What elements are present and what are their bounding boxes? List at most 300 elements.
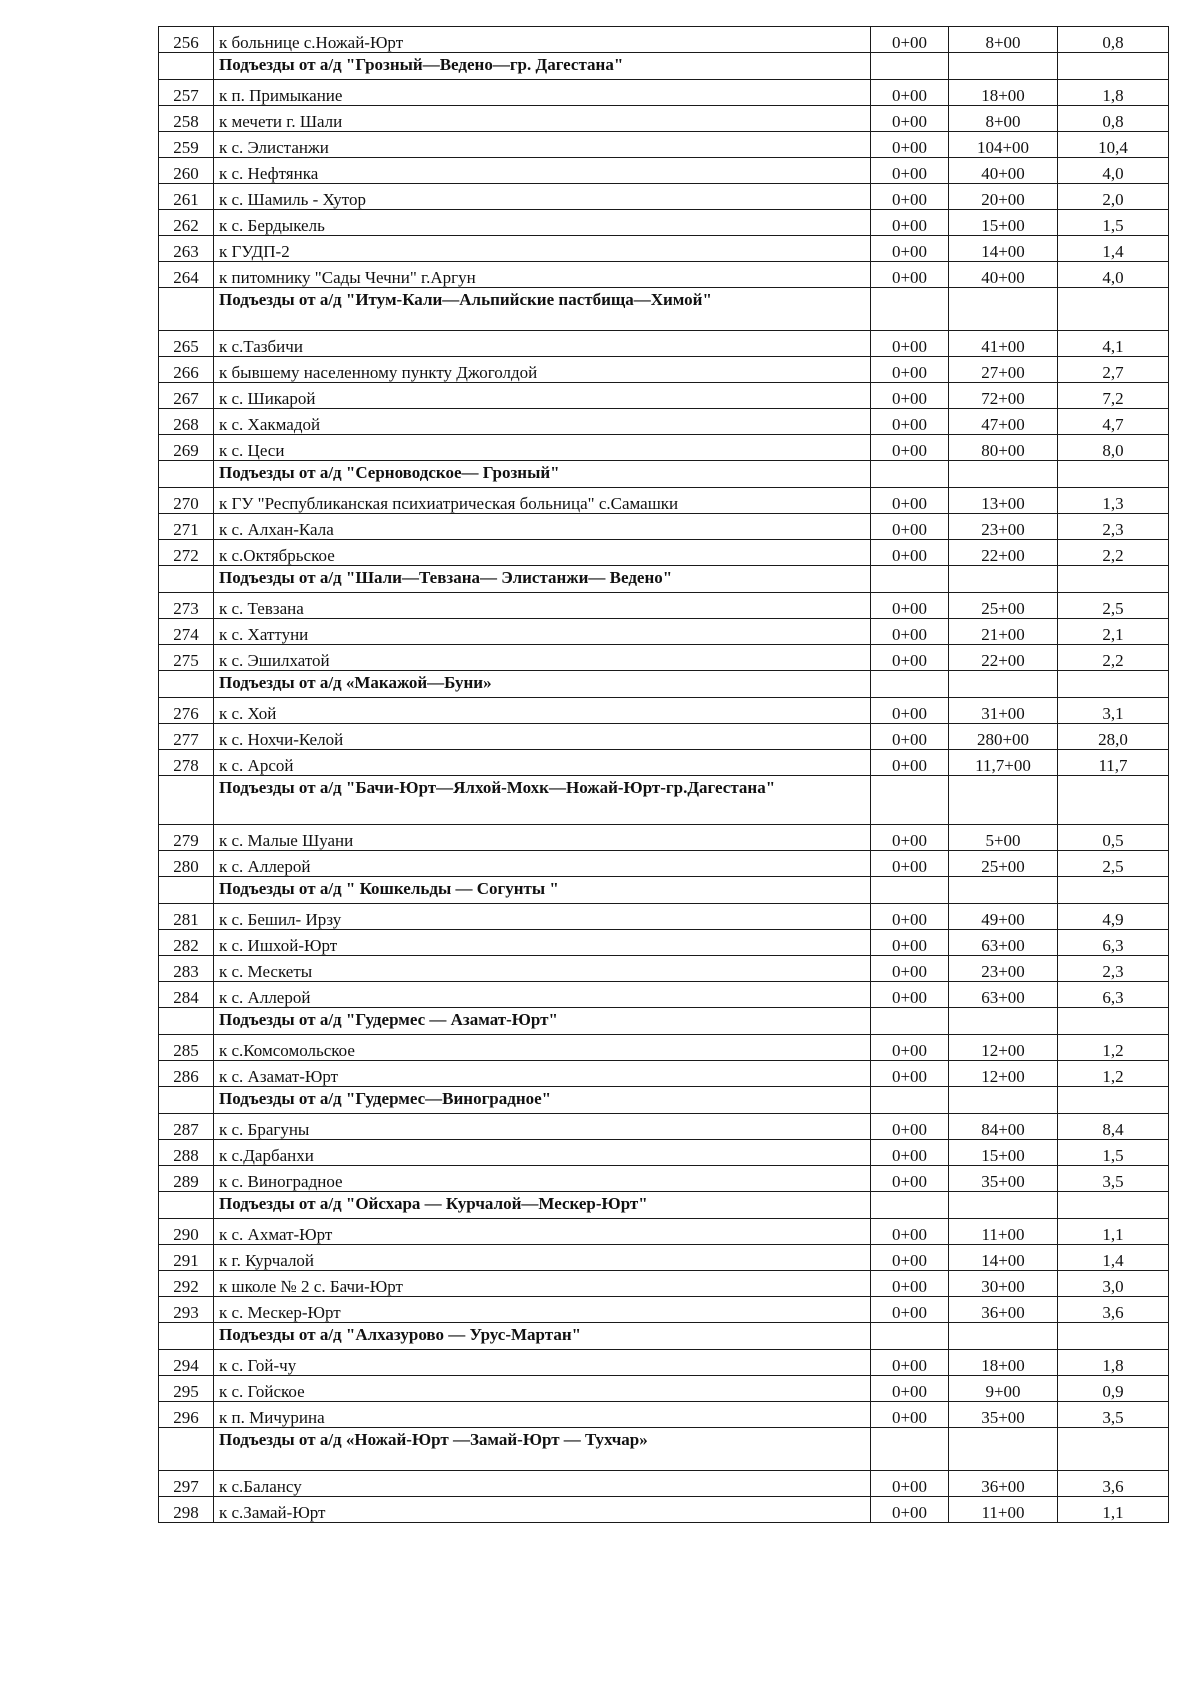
row-number: 266 (159, 357, 214, 383)
length-km: 2,3 (1058, 514, 1169, 540)
row-number: 259 (159, 132, 214, 158)
section-title: Подъезды от а/д "Итум-Кали—Альпийские пастбища—Химой" (214, 288, 871, 331)
end-picket: 15+00 (949, 1140, 1058, 1166)
length-km: 3,6 (1058, 1471, 1169, 1497)
start-picket: 0+00 (871, 262, 949, 288)
empty-cell (949, 776, 1058, 825)
empty-cell (159, 1323, 214, 1350)
row-number: 290 (159, 1219, 214, 1245)
road-name: к с. Арсой (214, 750, 871, 776)
length-km: 3,1 (1058, 698, 1169, 724)
row-number: 289 (159, 1166, 214, 1192)
row-number: 293 (159, 1297, 214, 1323)
length-km: 8,0 (1058, 435, 1169, 461)
table-row (159, 750, 1169, 776)
empty-cell (159, 1087, 214, 1114)
length-km: 1,1 (1058, 1497, 1169, 1523)
start-picket: 0+00 (871, 645, 949, 671)
section-header-row (159, 776, 1169, 825)
row-number: 271 (159, 514, 214, 540)
empty-cell (1058, 1192, 1169, 1219)
empty-cell (159, 566, 214, 593)
start-picket: 0+00 (871, 132, 949, 158)
table-row (159, 514, 1169, 540)
empty-cell (871, 1428, 949, 1471)
length-km: 10,4 (1058, 132, 1169, 158)
start-picket: 0+00 (871, 1271, 949, 1297)
empty-cell (949, 1428, 1058, 1471)
length-km: 8,4 (1058, 1114, 1169, 1140)
row-number: 275 (159, 645, 214, 671)
road-name: к ГУДП-2 (214, 236, 871, 262)
start-picket: 0+00 (871, 158, 949, 184)
end-picket: 25+00 (949, 593, 1058, 619)
road-name: к с. Мескер-Юрт (214, 1297, 871, 1323)
table-row (159, 1219, 1169, 1245)
empty-cell (159, 776, 214, 825)
road-name: к с.Октябрьское (214, 540, 871, 566)
section-header-row (159, 53, 1169, 80)
length-km: 6,3 (1058, 982, 1169, 1008)
length-km: 1,5 (1058, 210, 1169, 236)
table-row (159, 1350, 1169, 1376)
table-row (159, 1035, 1169, 1061)
empty-cell (1058, 877, 1169, 904)
road-name: к с. Шамиль - Хутор (214, 184, 871, 210)
start-picket: 0+00 (871, 1297, 949, 1323)
road-name: к ГУ "Республиканская психиатрическая больница" с.Самашки (214, 488, 871, 514)
length-km: 2,0 (1058, 184, 1169, 210)
section-title: Подъезды от а/д «Ножай-Юрт —Замай-Юрт — Тухчар» (214, 1428, 871, 1471)
table-row (159, 236, 1169, 262)
road-name: к с.Замай-Юрт (214, 1497, 871, 1523)
length-km: 3,5 (1058, 1402, 1169, 1428)
end-picket: 41+00 (949, 331, 1058, 357)
row-number: 269 (159, 435, 214, 461)
table-row (159, 184, 1169, 210)
end-picket: 72+00 (949, 383, 1058, 409)
road-name: к с. Виноградное (214, 1166, 871, 1192)
end-picket: 11+00 (949, 1219, 1058, 1245)
section-title: Подъезды от а/д "Грозный—Ведено—гр. Дагестана" (214, 53, 871, 80)
empty-cell (871, 671, 949, 698)
length-km: 2,5 (1058, 851, 1169, 877)
section-header-row (159, 1323, 1169, 1350)
table-row (159, 106, 1169, 132)
start-picket: 0+00 (871, 106, 949, 132)
table-row (159, 593, 1169, 619)
start-picket: 0+00 (871, 1114, 949, 1140)
empty-cell (159, 1428, 214, 1471)
start-picket: 0+00 (871, 1140, 949, 1166)
row-number: 281 (159, 904, 214, 930)
row-number: 284 (159, 982, 214, 1008)
end-picket: 12+00 (949, 1035, 1058, 1061)
empty-cell (1058, 776, 1169, 825)
section-title: Подъезды от а/д " Кошкельды — Согунты " (214, 877, 871, 904)
road-name: к с. Хаттуни (214, 619, 871, 645)
empty-cell (949, 877, 1058, 904)
length-km: 2,3 (1058, 956, 1169, 982)
row-number: 257 (159, 80, 214, 106)
table-row (159, 383, 1169, 409)
empty-cell (1058, 1323, 1169, 1350)
table-row (159, 1245, 1169, 1271)
end-picket: 5+00 (949, 825, 1058, 851)
row-number: 280 (159, 851, 214, 877)
end-picket: 8+00 (949, 27, 1058, 53)
start-picket: 0+00 (871, 982, 949, 1008)
table-row (159, 1061, 1169, 1087)
start-picket: 0+00 (871, 1061, 949, 1087)
row-number: 283 (159, 956, 214, 982)
table-row (159, 1402, 1169, 1428)
start-picket: 0+00 (871, 851, 949, 877)
table-row (159, 435, 1169, 461)
table-row (159, 982, 1169, 1008)
start-picket: 0+00 (871, 1376, 949, 1402)
start-picket: 0+00 (871, 1035, 949, 1061)
end-picket: 30+00 (949, 1271, 1058, 1297)
road-name: к с. Нефтянка (214, 158, 871, 184)
road-name: к с. Аллерой (214, 851, 871, 877)
length-km: 4,0 (1058, 262, 1169, 288)
row-number: 263 (159, 236, 214, 262)
start-picket: 0+00 (871, 236, 949, 262)
road-name: к с. Шикарой (214, 383, 871, 409)
road-name: к с.Дарбанхи (214, 1140, 871, 1166)
end-picket: 104+00 (949, 132, 1058, 158)
start-picket: 0+00 (871, 1497, 949, 1523)
row-number: 292 (159, 1271, 214, 1297)
length-km: 1,2 (1058, 1035, 1169, 1061)
empty-cell (159, 288, 214, 331)
road-name: к с. Бешил- Ирзу (214, 904, 871, 930)
road-name: к с. Цеси (214, 435, 871, 461)
length-km: 2,2 (1058, 540, 1169, 566)
start-picket: 0+00 (871, 540, 949, 566)
start-picket: 0+00 (871, 331, 949, 357)
length-km: 1,8 (1058, 80, 1169, 106)
empty-cell (871, 566, 949, 593)
road-name: к бывшему населенному пункту Джоголдой (214, 357, 871, 383)
start-picket: 0+00 (871, 1219, 949, 1245)
empty-cell (1058, 671, 1169, 698)
road-name: к с. Брагуны (214, 1114, 871, 1140)
end-picket: 14+00 (949, 1245, 1058, 1271)
empty-cell (1058, 1087, 1169, 1114)
road-name: к с.Тазбичи (214, 331, 871, 357)
end-picket: 22+00 (949, 645, 1058, 671)
road-name: к с. Мескеты (214, 956, 871, 982)
length-km: 3,0 (1058, 1271, 1169, 1297)
start-picket: 0+00 (871, 724, 949, 750)
start-picket: 0+00 (871, 514, 949, 540)
table-row (159, 210, 1169, 236)
empty-cell (1058, 1008, 1169, 1035)
end-picket: 80+00 (949, 435, 1058, 461)
length-km: 3,6 (1058, 1297, 1169, 1323)
start-picket: 0+00 (871, 825, 949, 851)
road-name: к п. Мичурина (214, 1402, 871, 1428)
start-picket: 0+00 (871, 1245, 949, 1271)
empty-cell (949, 1192, 1058, 1219)
table-row (159, 331, 1169, 357)
start-picket: 0+00 (871, 930, 949, 956)
length-km: 11,7 (1058, 750, 1169, 776)
end-picket: 36+00 (949, 1471, 1058, 1497)
section-title: Подъезды от а/д "Алхазурово — Урус-Мартан" (214, 1323, 871, 1350)
road-name: к с. Аллерой (214, 982, 871, 1008)
road-name: к с. Бердыкель (214, 210, 871, 236)
table-row (159, 1497, 1169, 1523)
length-km: 6,3 (1058, 930, 1169, 956)
empty-cell (159, 461, 214, 488)
row-number: 260 (159, 158, 214, 184)
row-number: 296 (159, 1402, 214, 1428)
table-row (159, 930, 1169, 956)
row-number: 273 (159, 593, 214, 619)
table-body (159, 27, 1169, 1523)
length-km: 2,5 (1058, 593, 1169, 619)
empty-cell (1058, 1428, 1169, 1471)
table-row (159, 1140, 1169, 1166)
section-header-row (159, 566, 1169, 593)
start-picket: 0+00 (871, 409, 949, 435)
end-picket: 21+00 (949, 619, 1058, 645)
road-name: к п. Примыкание (214, 80, 871, 106)
length-km: 2,2 (1058, 645, 1169, 671)
empty-cell (871, 1192, 949, 1219)
section-title: Подъезды от а/д «Макажой—Буни» (214, 671, 871, 698)
end-picket: 15+00 (949, 210, 1058, 236)
section-title: Подъезды от а/д "Ойсхара — Курчалой—Мескер-Юрт" (214, 1192, 871, 1219)
start-picket: 0+00 (871, 488, 949, 514)
road-name: к питомнику "Сады Чечни" г.Аргун (214, 262, 871, 288)
end-picket: 23+00 (949, 956, 1058, 982)
end-picket: 40+00 (949, 262, 1058, 288)
table-row (159, 488, 1169, 514)
end-picket: 63+00 (949, 982, 1058, 1008)
empty-cell (1058, 566, 1169, 593)
road-name: к с. Хакмадой (214, 409, 871, 435)
section-header-row (159, 877, 1169, 904)
road-name: к с. Тевзана (214, 593, 871, 619)
end-picket: 25+00 (949, 851, 1058, 877)
road-name: к с. Малые Шуани (214, 825, 871, 851)
start-picket: 0+00 (871, 1166, 949, 1192)
length-km: 4,9 (1058, 904, 1169, 930)
start-picket: 0+00 (871, 435, 949, 461)
length-km: 0,8 (1058, 27, 1169, 53)
row-number: 298 (159, 1497, 214, 1523)
end-picket: 12+00 (949, 1061, 1058, 1087)
row-number: 278 (159, 750, 214, 776)
empty-cell (1058, 288, 1169, 331)
end-picket: 11+00 (949, 1497, 1058, 1523)
empty-cell (871, 877, 949, 904)
end-picket: 11,7+00 (949, 750, 1058, 776)
start-picket: 0+00 (871, 210, 949, 236)
table-row (159, 262, 1169, 288)
row-number: 277 (159, 724, 214, 750)
table-row (159, 698, 1169, 724)
road-name: к больнице с.Ножай-Юрт (214, 27, 871, 53)
length-km: 3,5 (1058, 1166, 1169, 1192)
empty-cell (159, 53, 214, 80)
end-picket: 8+00 (949, 106, 1058, 132)
start-picket: 0+00 (871, 1402, 949, 1428)
length-km: 2,7 (1058, 357, 1169, 383)
table-row (159, 645, 1169, 671)
empty-cell (871, 1323, 949, 1350)
length-km: 4,0 (1058, 158, 1169, 184)
end-picket: 63+00 (949, 930, 1058, 956)
end-picket: 18+00 (949, 1350, 1058, 1376)
start-picket: 0+00 (871, 383, 949, 409)
table-row (159, 956, 1169, 982)
table-row (159, 1376, 1169, 1402)
start-picket: 0+00 (871, 956, 949, 982)
road-name: к с. Ахмат-Юрт (214, 1219, 871, 1245)
empty-cell (949, 53, 1058, 80)
row-number: 287 (159, 1114, 214, 1140)
start-picket: 0+00 (871, 619, 949, 645)
row-number: 267 (159, 383, 214, 409)
section-header-row (159, 1428, 1169, 1471)
empty-cell (949, 288, 1058, 331)
empty-cell (871, 461, 949, 488)
row-number: 268 (159, 409, 214, 435)
empty-cell (1058, 461, 1169, 488)
table-row (159, 27, 1169, 53)
length-km: 0,8 (1058, 106, 1169, 132)
length-km: 7,2 (1058, 383, 1169, 409)
table-row (159, 619, 1169, 645)
table-row (159, 132, 1169, 158)
section-header-row (159, 1192, 1169, 1219)
row-number: 279 (159, 825, 214, 851)
length-km: 1,4 (1058, 1245, 1169, 1271)
end-picket: 22+00 (949, 540, 1058, 566)
row-number: 258 (159, 106, 214, 132)
start-picket: 0+00 (871, 27, 949, 53)
row-number: 282 (159, 930, 214, 956)
empty-cell (159, 1192, 214, 1219)
road-name: к с. Нохчи-Келой (214, 724, 871, 750)
table-row (159, 1166, 1169, 1192)
section-header-row (159, 1087, 1169, 1114)
section-header-row (159, 288, 1169, 331)
empty-cell (949, 566, 1058, 593)
table-row (159, 1271, 1169, 1297)
table-row (159, 1297, 1169, 1323)
road-name: к с. Азамат-Юрт (214, 1061, 871, 1087)
length-km: 0,9 (1058, 1376, 1169, 1402)
section-header-row (159, 1008, 1169, 1035)
empty-cell (871, 53, 949, 80)
road-name: к с. Гойское (214, 1376, 871, 1402)
road-name: к г. Курчалой (214, 1245, 871, 1271)
row-number: 261 (159, 184, 214, 210)
end-picket: 27+00 (949, 357, 1058, 383)
row-number: 295 (159, 1376, 214, 1402)
section-title: Подъезды от а/д "Гудермес—Виноградное" (214, 1087, 871, 1114)
section-title: Подъезды от а/д "Шали—Тевзана— Элистанжи— Ведено" (214, 566, 871, 593)
row-number: 264 (159, 262, 214, 288)
empty-cell (159, 877, 214, 904)
end-picket: 35+00 (949, 1166, 1058, 1192)
empty-cell (949, 671, 1058, 698)
start-picket: 0+00 (871, 698, 949, 724)
row-number: 291 (159, 1245, 214, 1271)
road-name: к с. Хой (214, 698, 871, 724)
start-picket: 0+00 (871, 750, 949, 776)
section-title: Подъезды от а/д "Серноводское— Грозный" (214, 461, 871, 488)
road-name: к с. Элистанжи (214, 132, 871, 158)
table-row (159, 1471, 1169, 1497)
road-name: к мечети г. Шали (214, 106, 871, 132)
start-picket: 0+00 (871, 904, 949, 930)
empty-cell (159, 1008, 214, 1035)
end-picket: 20+00 (949, 184, 1058, 210)
end-picket: 18+00 (949, 80, 1058, 106)
empty-cell (949, 1087, 1058, 1114)
row-number: 294 (159, 1350, 214, 1376)
end-picket: 40+00 (949, 158, 1058, 184)
row-number: 274 (159, 619, 214, 645)
empty-cell (871, 776, 949, 825)
end-picket: 31+00 (949, 698, 1058, 724)
end-picket: 49+00 (949, 904, 1058, 930)
end-picket: 84+00 (949, 1114, 1058, 1140)
table-row (159, 851, 1169, 877)
table-row (159, 158, 1169, 184)
row-number: 265 (159, 331, 214, 357)
section-header-row (159, 671, 1169, 698)
road-name: к с. Гой-чу (214, 1350, 871, 1376)
road-access-table (158, 26, 1169, 1523)
row-number: 262 (159, 210, 214, 236)
row-number: 256 (159, 27, 214, 53)
road-name: к с. Алхан-Кала (214, 514, 871, 540)
length-km: 4,1 (1058, 331, 1169, 357)
length-km: 1,4 (1058, 236, 1169, 262)
section-title: Подъезды от а/д "Гудермес — Азамат-Юрт" (214, 1008, 871, 1035)
end-picket: 14+00 (949, 236, 1058, 262)
table-row (159, 80, 1169, 106)
row-number: 288 (159, 1140, 214, 1166)
length-km: 2,1 (1058, 619, 1169, 645)
section-header-row (159, 461, 1169, 488)
section-title: Подъезды от а/д "Бачи-Юрт—Ялхой-Мохк—Ножай-Юрт-гр.Дагестана" (214, 776, 871, 825)
empty-cell (871, 1008, 949, 1035)
start-picket: 0+00 (871, 357, 949, 383)
road-name: к школе № 2 с. Бачи-Юрт (214, 1271, 871, 1297)
start-picket: 0+00 (871, 593, 949, 619)
empty-cell (159, 671, 214, 698)
road-name: к с. Эшилхатой (214, 645, 871, 671)
length-km: 1,2 (1058, 1061, 1169, 1087)
start-picket: 0+00 (871, 1350, 949, 1376)
road-name: к с.Комсомольское (214, 1035, 871, 1061)
row-number: 272 (159, 540, 214, 566)
empty-cell (949, 1323, 1058, 1350)
table-row (159, 409, 1169, 435)
empty-cell (949, 1008, 1058, 1035)
length-km: 1,1 (1058, 1219, 1169, 1245)
row-number: 286 (159, 1061, 214, 1087)
